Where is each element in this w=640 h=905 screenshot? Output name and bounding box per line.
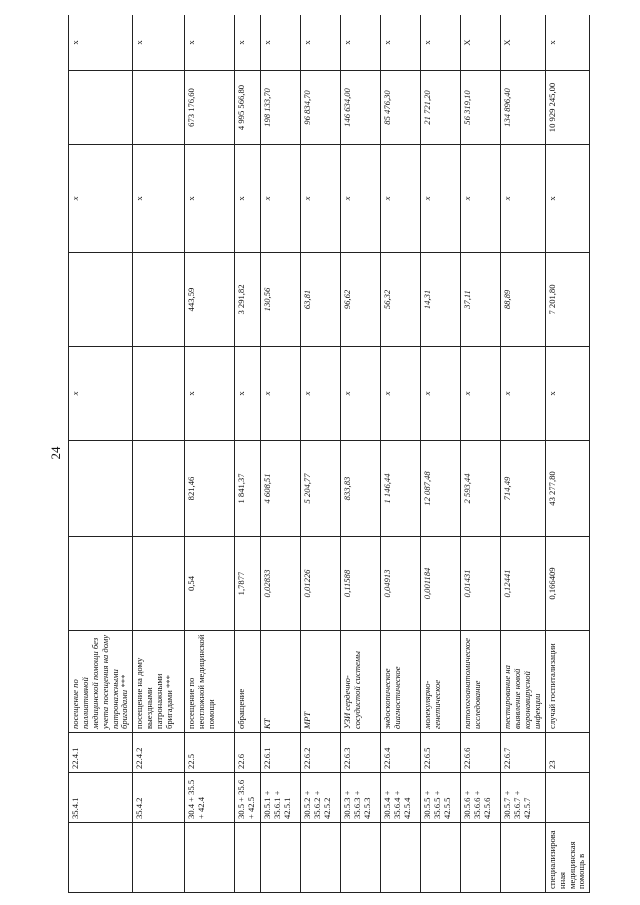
unit-cell: посещение по неотложной медицинской помощи: [185, 631, 235, 733]
col9-cell: х: [545, 145, 590, 253]
code-cell: 30.5.5 + 35.6.5 + 42.5.5: [421, 773, 461, 823]
per-capita-cell: [133, 253, 185, 347]
total-cost-cell: 146 634,00: [341, 71, 381, 145]
col9-cell: х: [461, 145, 501, 253]
col7-cell: [133, 347, 185, 441]
section-cell: [235, 823, 261, 893]
per-capita-cell: 3 291,82: [235, 253, 261, 347]
col7-cell: х: [421, 347, 461, 441]
unit-cell: случай госпитализации: [545, 631, 590, 733]
section-cell: [301, 823, 341, 893]
col9-cell: х: [69, 145, 133, 253]
section-cell: [69, 823, 133, 893]
col7-cell: х: [185, 347, 235, 441]
col7-cell: х: [461, 347, 501, 441]
norm-cost-cell: 43 277,80: [545, 441, 590, 537]
code-cell: 30.5.7 + 35.6.7 + 42.5.7: [501, 773, 546, 823]
code-cell: 30.5.4 + 35.6.4 + 42.5.4: [381, 773, 421, 823]
norm-cost-cell: 5 204,77: [301, 441, 341, 537]
per-capita-cell: 130,56: [261, 253, 301, 347]
rotated-table-container: [68, 15, 598, 893]
col9-cell: х: [501, 145, 546, 253]
total-cost-cell: 4 995 566,80: [235, 71, 261, 145]
per-capita-cell: 443,59: [185, 253, 235, 347]
unit-cell: УЗИ сердечно-сосудистой системы: [341, 631, 381, 733]
section-cell: [341, 823, 381, 893]
row-number-cell: 22.4.2: [133, 733, 185, 773]
norm-cost-cell: [133, 441, 185, 537]
norm-cost-cell: 833,83: [341, 441, 381, 537]
total-cost-cell: [133, 71, 185, 145]
row-number-cell: 22.6.7: [501, 733, 546, 773]
col11-cell: х: [421, 15, 461, 71]
norm-volume-cell: 0,01431: [461, 537, 501, 631]
norm-volume-cell: [133, 537, 185, 631]
per-capita-cell: 37,11: [461, 253, 501, 347]
total-cost-cell: 56 319,10: [461, 71, 501, 145]
per-capita-cell: [69, 253, 133, 347]
norm-volume-cell: 0,01226: [301, 537, 341, 631]
per-capita-cell: 88,89: [501, 253, 546, 347]
col7-cell: х: [301, 347, 341, 441]
col11-cell: х: [133, 15, 185, 71]
section-cell: [421, 823, 461, 893]
row-number-cell: 22.5: [185, 733, 235, 773]
code-cell: 30.4 + 35.5 + 42.4: [185, 773, 235, 823]
total-cost-cell: 10 929 245,00: [545, 71, 590, 145]
table-row: [341, 15, 381, 893]
financing-table: [68, 15, 590, 893]
total-cost-cell: 21 721,20: [421, 71, 461, 145]
table-row: [421, 15, 461, 893]
per-capita-cell: 7 201,80: [545, 253, 590, 347]
norm-cost-cell: 1 841,37: [235, 441, 261, 537]
total-cost-cell: [69, 71, 133, 145]
norm-volume-cell: 0,001184: [421, 537, 461, 631]
per-capita-cell: 63,81: [301, 253, 341, 347]
code-cell: 30.5.2 + 35.6.2 + 42.5.2: [301, 773, 341, 823]
unit-cell: посещение на дому выездными патронажными бригадами ***: [133, 631, 185, 733]
per-capita-cell: 14,31: [421, 253, 461, 347]
norm-volume-cell: 1,7877: [235, 537, 261, 631]
total-cost-cell: 134 896,40: [501, 71, 546, 145]
unit-cell: обращение: [235, 631, 261, 733]
per-capita-cell: 96,62: [341, 253, 381, 347]
col11-cell: х: [341, 15, 381, 71]
section-cell: [261, 823, 301, 893]
table-row: [185, 15, 235, 893]
norm-cost-cell: 12 087,48: [421, 441, 461, 537]
unit-cell: молекулярно-генетическое: [421, 631, 461, 733]
row-number-cell: 22.6.6: [461, 733, 501, 773]
col11-cell: х: [381, 15, 421, 71]
table-row: [69, 15, 133, 893]
col9-cell: х: [301, 145, 341, 253]
row-number-cell: 22.6.2: [301, 733, 341, 773]
norm-volume-cell: 0,02833: [261, 537, 301, 631]
table-row: [501, 15, 546, 893]
col11-cell: х: [235, 15, 261, 71]
col7-cell: х: [341, 347, 381, 441]
norm-volume-cell: [69, 537, 133, 631]
total-cost-cell: 85 476,30: [381, 71, 421, 145]
unit-cell: патологоанатомическое исследование: [461, 631, 501, 733]
norm-cost-cell: 821,46: [185, 441, 235, 537]
col7-cell: х: [381, 347, 421, 441]
row-number-cell: 22.6.5: [421, 733, 461, 773]
row-number-cell: 22.6: [235, 733, 261, 773]
col9-cell: х: [261, 145, 301, 253]
norm-cost-cell: 714,49: [501, 441, 546, 537]
unit-cell: МРТ: [301, 631, 341, 733]
norm-cost-cell: 4 608,51: [261, 441, 301, 537]
code-cell: 30.5 + 35.6 + 42.5: [235, 773, 261, 823]
table-row: [301, 15, 341, 893]
norm-volume-cell: 0,12441: [501, 537, 546, 631]
unit-cell: КТ: [261, 631, 301, 733]
table-row: [133, 15, 185, 893]
row-number-cell: 23: [545, 733, 590, 773]
norm-volume-cell: 0,04913: [381, 537, 421, 631]
row-number-cell: 22.6.4: [381, 733, 421, 773]
per-capita-cell: 56,32: [381, 253, 421, 347]
col7-cell: х: [545, 347, 590, 441]
code-cell: 30.5.1 + 35.6.1 + 42.5.1: [261, 773, 301, 823]
code-cell: 35.4.2: [133, 773, 185, 823]
section-cell: [381, 823, 421, 893]
col7-cell: х: [235, 347, 261, 441]
code-cell: 30.5.3 + 35.6.3 + 42.5.3: [341, 773, 381, 823]
col11-cell: Х: [501, 15, 546, 71]
col7-cell: х: [69, 347, 133, 441]
section-cell: [501, 823, 546, 893]
norm-volume-cell: 0,54: [185, 537, 235, 631]
col11-cell: х: [301, 15, 341, 71]
unit-cell: тестирование на выявление новой коронавирусной инфекции: [501, 631, 546, 733]
section-cell: [461, 823, 501, 893]
col9-cell: х: [341, 145, 381, 253]
table-row: [261, 15, 301, 893]
col11-cell: х: [545, 15, 590, 71]
col11-cell: х: [69, 15, 133, 71]
section-cell: специализированная медицинская помощь в: [545, 823, 590, 893]
col11-cell: х: [185, 15, 235, 71]
table-row: [545, 15, 590, 893]
section-cell: [185, 823, 235, 893]
page-number: 24: [48, 446, 63, 460]
norm-volume-cell: 0,166409: [545, 537, 590, 631]
code-cell: 35.4.1: [69, 773, 133, 823]
table-body: [69, 15, 590, 893]
norm-volume-cell: 0,11588: [341, 537, 381, 631]
section-cell: [133, 823, 185, 893]
col7-cell: х: [501, 347, 546, 441]
norm-cost-cell: [69, 441, 133, 537]
table-row: [235, 15, 261, 893]
col9-cell: х: [421, 145, 461, 253]
total-cost-cell: 673 176,60: [185, 71, 235, 145]
norm-cost-cell: 1 146,44: [381, 441, 421, 537]
code-cell: [545, 773, 590, 823]
rotated-table-area: [68, 15, 598, 893]
table-row: [381, 15, 421, 893]
row-number-cell: 22.4.1: [69, 733, 133, 773]
total-cost-cell: 96 834,70: [301, 71, 341, 145]
col9-cell: х: [133, 145, 185, 253]
code-cell: 30.5.6 + 35.6.6 + 42.5.6: [461, 773, 501, 823]
col9-cell: х: [185, 145, 235, 253]
row-number-cell: 22.6.3: [341, 733, 381, 773]
col11-cell: х: [261, 15, 301, 71]
col7-cell: х: [261, 347, 301, 441]
row-number-cell: 22.6.1: [261, 733, 301, 773]
unit-cell: посещение по паллиативной медицинской помощи без учета посещения на дому патронажными бригадами ***: [69, 631, 133, 733]
col9-cell: х: [381, 145, 421, 253]
total-cost-cell: 198 133,70: [261, 71, 301, 145]
norm-cost-cell: 2 593,44: [461, 441, 501, 537]
table-row: [461, 15, 501, 893]
unit-cell: эндоскопическое диагностическое: [381, 631, 421, 733]
col9-cell: х: [235, 145, 261, 253]
col11-cell: Х: [461, 15, 501, 71]
